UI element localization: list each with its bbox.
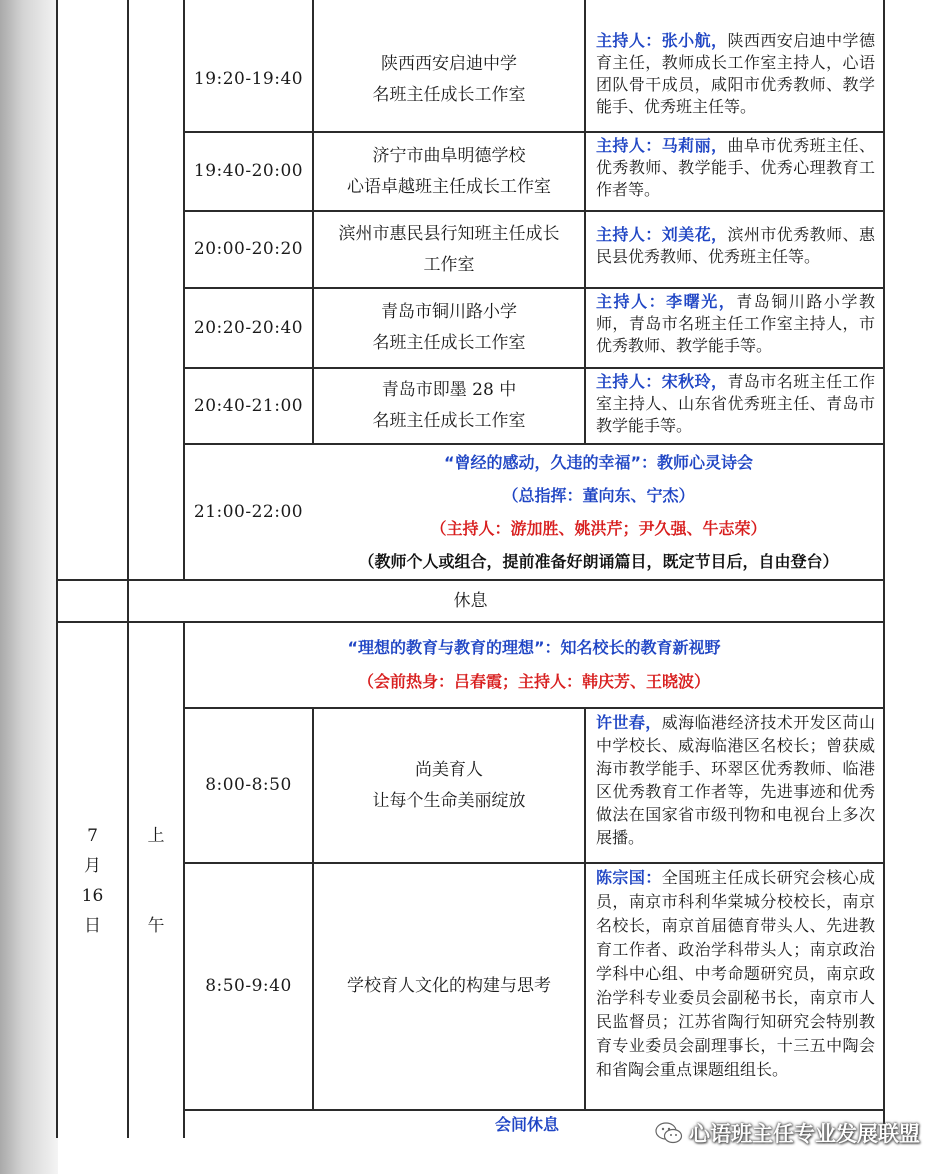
date-char: 日 [83, 915, 101, 936]
topic-cell [314, 709, 584, 862]
studio-name-line: 济宁市曲阜明德学校 [372, 145, 526, 166]
time-cell: 20:20-20:40 [193, 317, 304, 338]
topic-line: 尚美育人 [415, 759, 483, 780]
host-description: 青岛市名班主任工作室主持人、山东省优秀班主任、青岛市教学能手等。 [596, 372, 875, 435]
studio-name-line: 心语卓越班主任成长工作室 [347, 176, 551, 197]
speaker-cell [586, 709, 883, 862]
host-cell [586, 212, 883, 287]
speaker-description: 威海临港经济技术开发区苘山中学校长、威海临港区名校长；曾获威海市教学能手、环翠区优秀教师、临港区优秀教育工作者等，先进事迹和优秀做法在国家省市级刊物和电视台上多次展播。 [596, 713, 875, 847]
speaker-cell [586, 864, 883, 1109]
topic-cell [314, 864, 584, 1109]
poetry-director: （总指挥：董向东、宁杰） [502, 486, 695, 505]
host-cell [586, 289, 883, 367]
time-cell: 8:00-8:50 [205, 775, 292, 795]
watermark-text: 心语班主任专业发展联盟 [689, 1122, 920, 1146]
studio-name-line: 工作室 [423, 254, 475, 275]
host-description: 滨州市优秀教师、惠民县优秀教师、优秀班主任等。 [596, 225, 875, 266]
speaker-name: 许世春， [596, 713, 662, 732]
forum-title: “理想的教育与教育的理想”：知名校长的教育新视野 [347, 638, 721, 657]
break-row: 休息 [453, 590, 488, 611]
topic-line: 学校育人文化的构建与思考 [347, 976, 551, 996]
date-char: 7 [87, 825, 98, 846]
poetry-event-cell [314, 445, 883, 579]
studio-cell [314, 369, 584, 443]
host-description: 陕西西安启迪中学德育主任，教师成长工作室主持人，心语团队骨干成员，咸阳市优秀教师、教学能手、优秀班主任等。 [596, 31, 875, 116]
host-name: 主持人：刘美花， [596, 225, 728, 244]
tea-break-label: 会间休息 [495, 1115, 560, 1134]
studio-name-line: 滨州市惠民县行知班主任成长 [338, 223, 560, 244]
host-name: 主持人：李曙光， [596, 292, 737, 311]
studio-name-line: 青岛市即墨 28 中 [381, 380, 517, 400]
speaker-name: 陈宗国： [596, 868, 662, 887]
wechat-icon [655, 1121, 683, 1145]
watermark [655, 1115, 920, 1151]
host-cell [586, 28, 883, 131]
time-cell: 20:00-20:20 [193, 239, 304, 259]
speaker-description: 全国班主任成长研究会核心成员，南京市科利华棠城分校校长，南京名校长，南京首届德育带头人、先进教育工作者、政治学科带头人；南京政治学科中心组、中考命题研究员，南京政治学科专业委员会副秘书长，南京市人民监督员；江苏省陶行知研究会特别教育专业委员会副理事长，十三五中陶会和省陶会重点课题组组长。 [596, 868, 875, 1079]
time-cell: 21:00-22:00 [193, 501, 304, 522]
forum-heading-cell [185, 623, 883, 707]
time-cell: 19:20-19:40 [193, 69, 304, 89]
period-char: 午 [147, 915, 165, 936]
forum-subtitle: （会前热身：吕春霞；主持人：韩庆芳、王晓波） [357, 672, 710, 691]
studio-cell [314, 133, 584, 210]
studio-cell [314, 289, 584, 367]
time-cell: 19:40-20:00 [193, 161, 304, 181]
poetry-note: （教师个人或组合，提前准备好朗诵篇目，既定节目后，自由登台） [358, 552, 839, 571]
studio-name-line: 青岛市铜川路小学 [381, 302, 517, 322]
date-cell [58, 623, 127, 1138]
period-char: 上 [147, 825, 165, 846]
poetry-hosts: （主持人：游加胜、姚洪芹；尹久强、牛志荣） [430, 519, 767, 538]
host-name: 主持人：张小航， [596, 31, 728, 50]
host-cell [586, 369, 883, 443]
period-cell [129, 623, 183, 1138]
time-cell: 20:40-21:00 [193, 395, 304, 416]
studio-name-line: 名班主任成长工作室 [372, 84, 526, 105]
studio-name-line: 名班主任成长工作室 [372, 411, 526, 431]
poetry-title: “曾经的感动，久违的幸福”：教师心灵诗会 [443, 453, 754, 472]
time-cell: 8:50-9:40 [205, 976, 292, 996]
studio-name-line: 陕西西安启迪中学 [381, 53, 517, 74]
host-description: 青岛铜川路小学教师，青岛市名班主任工作室主持人，市优秀教师、教学能手等。 [596, 292, 875, 355]
grid-line [883, 0, 885, 1138]
host-cell [586, 133, 883, 210]
host-description: 曲阜市优秀班主任、优秀教师、教学能手、优秀心理教育工作者等。 [596, 136, 875, 199]
studio-cell [314, 212, 584, 287]
host-name: 主持人：宋秋玲， [596, 372, 728, 391]
host-name: 主持人：马莉丽， [596, 136, 728, 155]
date-char: 16 [81, 885, 104, 906]
date-char: 月 [83, 855, 101, 876]
studio-name-line: 名班主任成长工作室 [372, 333, 526, 353]
studio-cell [314, 28, 584, 131]
topic-line: 让每个生命美丽绽放 [372, 790, 526, 811]
